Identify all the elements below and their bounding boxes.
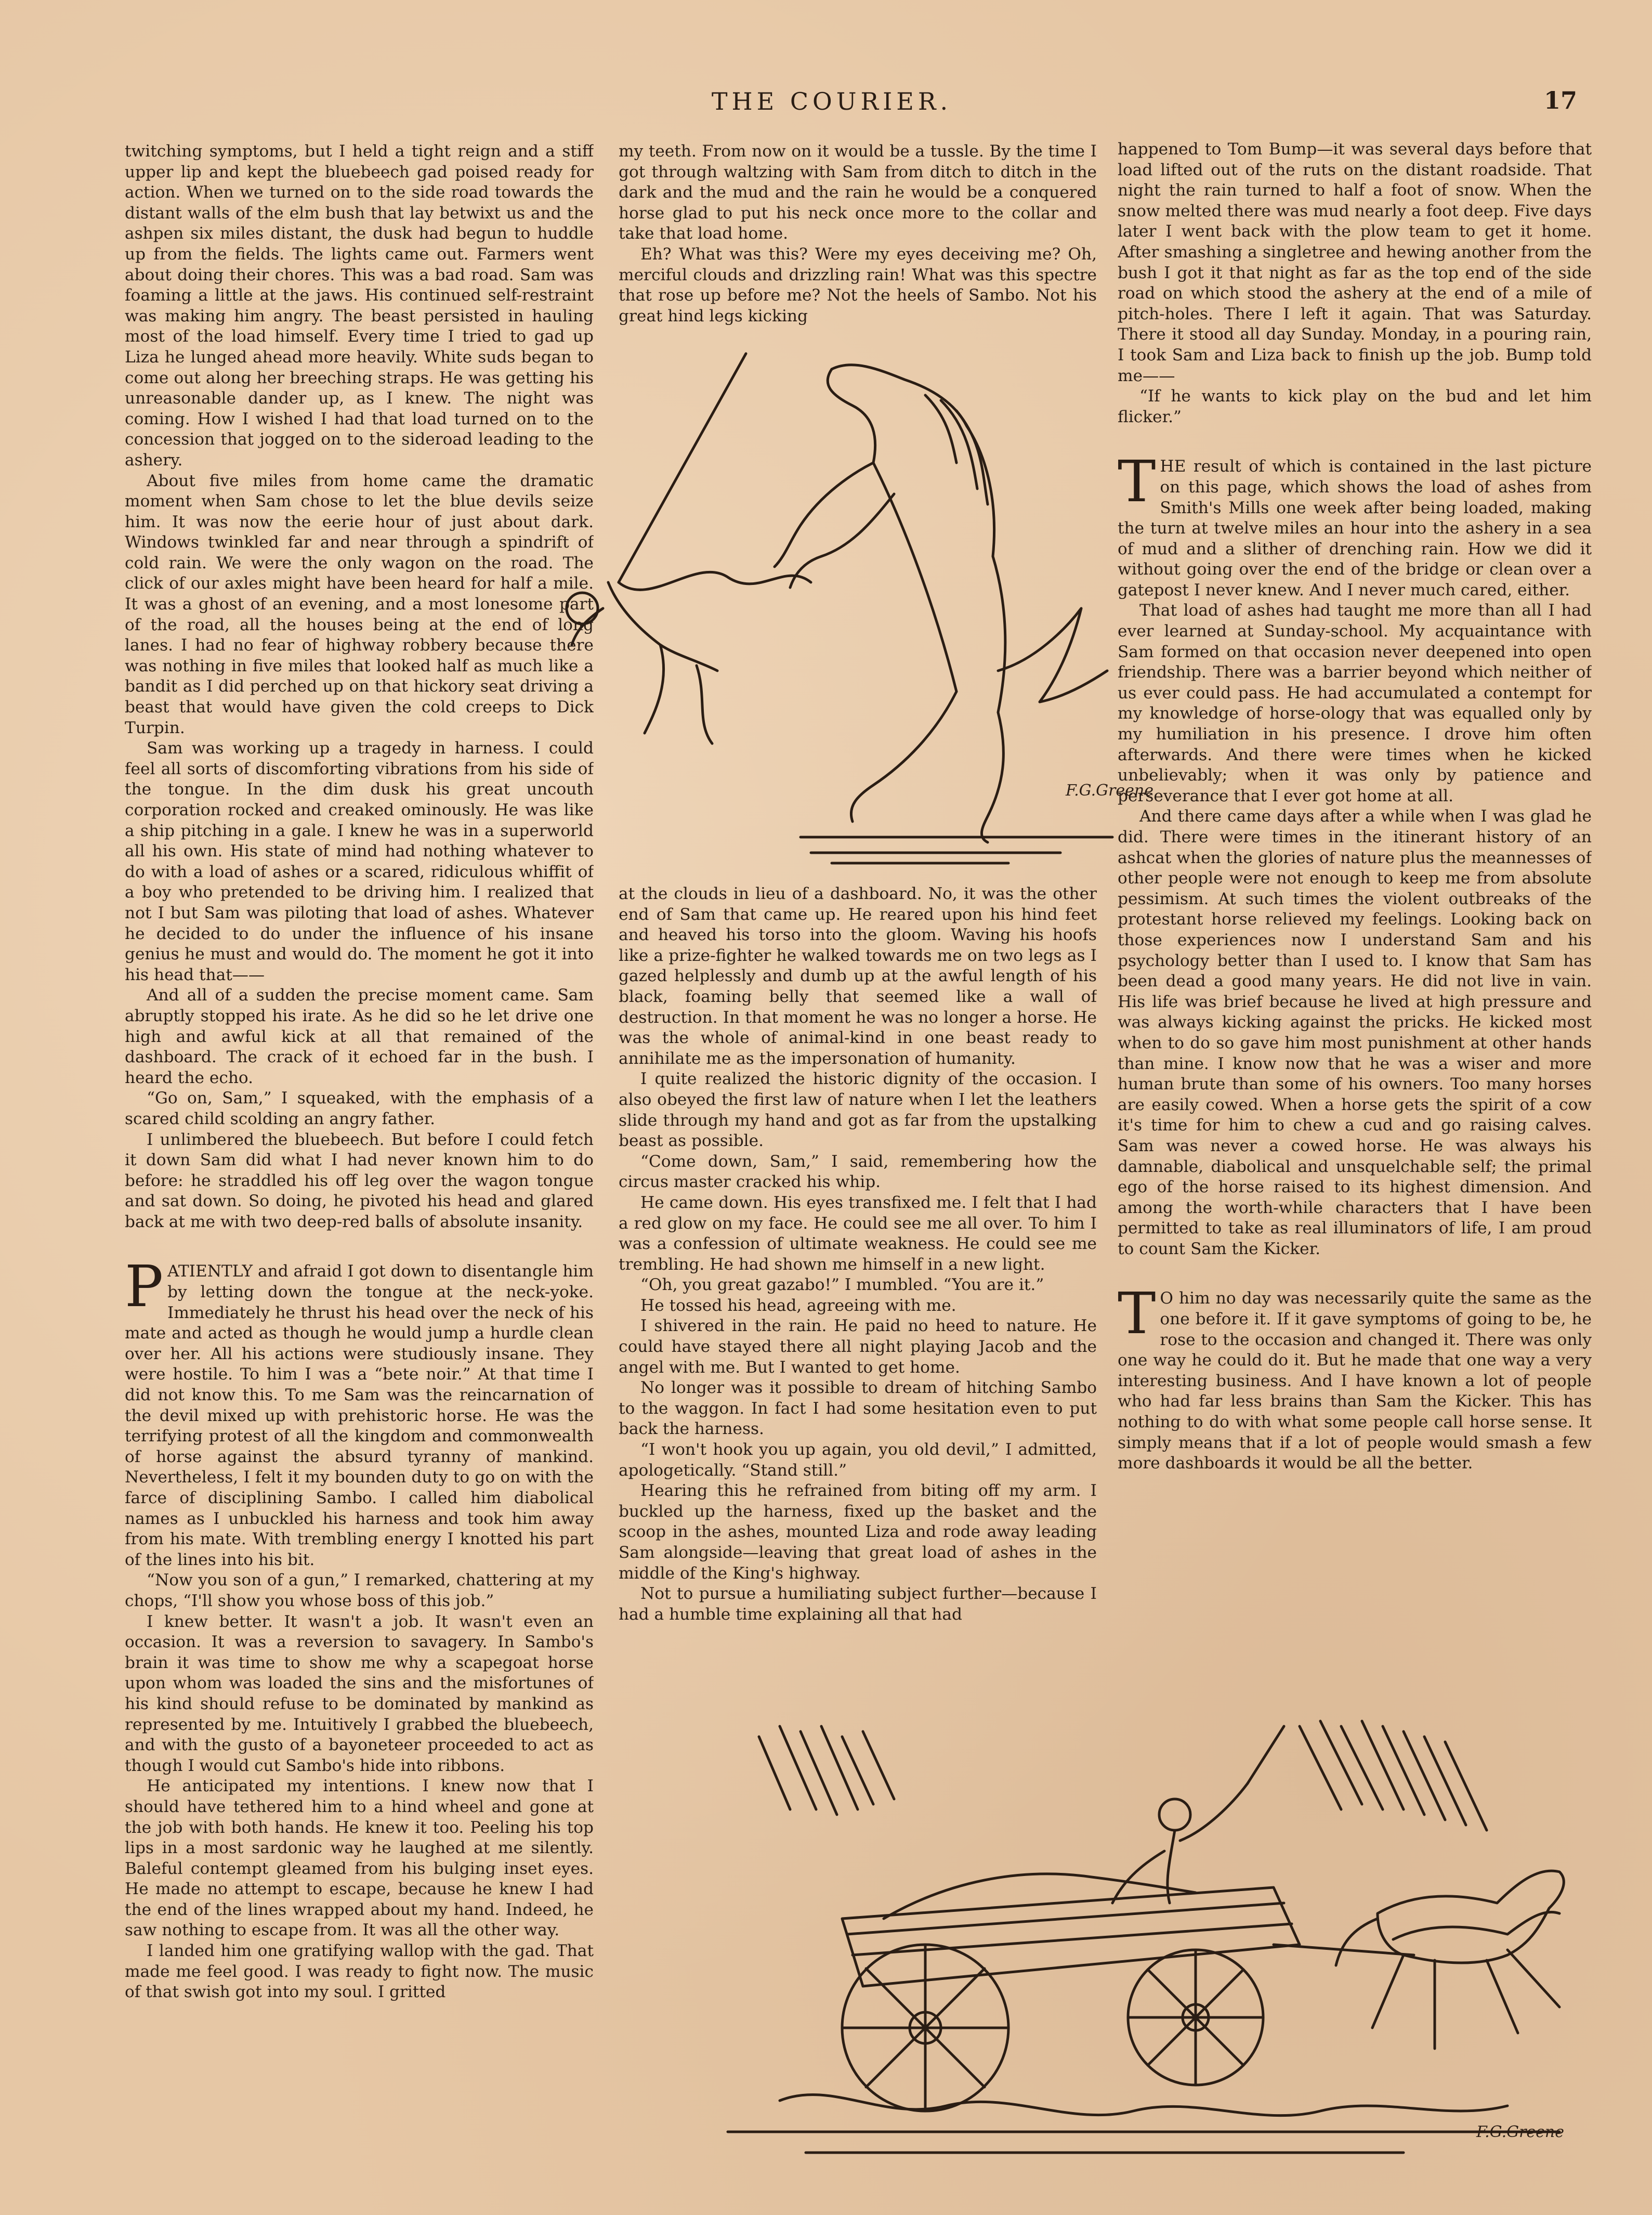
rearing-horse-drawing	[541, 338, 1201, 879]
col2-paragraph-2: Eh? What was this? Were my eyes deceiving me? Oh, merciful clouds and drizzling rain! What was this spectre that rose up before me? Not the heels of Sambo. Not his great hind legs kicking	[619, 244, 1097, 325]
col2-paragraph-13: Not to pursue a humiliating subject further—because I had a humble time explaining all that had	[619, 1584, 1097, 1624]
col1-paragraph-4: And all of a sudden the precise moment came. Sam abruptly stopped his irate. As he did so he let drive one high and awful kick at all that remained of the dashboard. The crack of it echoed far in the bush. I heard the echo.	[125, 986, 594, 1087]
col2-paragraph-1: my teeth. From now on it would be a tussle. By the time I got through waltzing with Sam from ditch to ditch in the dark and the mud and the rain he would be a conquered horse glad to put his neck once more to the collar and take that load home.	[619, 142, 1097, 243]
col2-paragraph-9: I shivered in the rain. He paid no heed to nature. He could have stayed there all night playing Jacob and the angel with me. But I wanted to get home.	[619, 1317, 1097, 1377]
col2-paragraph-7: “Oh, you great gazabo!” I mumbled. “You are it.”	[640, 1275, 1044, 1295]
col3-paragraph-2: “If he wants to kick play on the bud and let him flicker.”	[1118, 387, 1592, 426]
col2-paragraph-10: No longer was it possible to dream of hitching Sambo to the waggon. In fact I had some hesitation even to put back the harness.	[619, 1378, 1097, 1439]
col3-paragraph-3-dropcap: THE result of which is contained in the last picture on this page, which shows the load of ashes from Smith's Mills one week after being loaded, making the turn at twelve miles an hour into the ashery in a sea of mud and a slither of drenching rain. How we did it without going over the end of the bridge or clean over a gatepost I never knew. And I never much cared, either.	[1118, 448, 1592, 600]
col2-paragraph-12: Hearing this he refrained from biting off my arm. I buckled up the harness, fixed up the basket and the scoop in the ashes, mounted Liza and rode away leading Sam alongside—leaving that great load of ashes in the middle of the King's highway.	[619, 1481, 1097, 1583]
rearing-horse-signature: F.G.Greene	[1066, 781, 1153, 800]
col2-paragraph-11: “I won't hook you up again, you old devil,” I admitted, apologetically. “Stand still.”	[619, 1440, 1097, 1480]
masthead-title: THE COURIER.	[711, 87, 952, 115]
col1-paragraph-3: Sam was working up a tragedy in harness. I could feel all sorts of discomforting vibrations from his side of the tongue. In the dim dusk his great uncouth corporation rocked and creaked ominously. He was like a ship pitching in a gale. I knew he was in a superworld all his own. His state of mind had nothing whatever to do with a load of ashes or a scared, ridiculous whiffit of a boy who pretended to be driving him. I realized that not I but Sam was piloting that load of ashes. Whatever he decided to do under the influence of his insane genius he must and would do. The moment he got it into his head that——	[125, 739, 594, 984]
col3-paragraph-5: And there came days after a while when I was glad he did. There were times in the itinerant history of an ashcat when the glories of nature plus the meannesses of other people were not enough to keep me from absolute pessimism. At such times the violent outbreaks of the protestant horse relieved my feelings. Looking back on those experiences now I understand Sam and his psychology better than I used to. I know that Sam has been dead a good many years. He did not live in vain. His life was brief because he lived at high pressure and was always kicking against the pricks. He kicked most when to do so gave him most punishment at other hands than mine. I know now that he was a wiser and more human brute than some of his owners. Too many horses are easily cowed. When a horse gets the spirit of a cow it's time for him to chew a cud and go raising calves. Sam was never a cowed horse. He was always his damnable, diabolical and unsquelchable self; the primal ego of the horse raised to its highest dimension. And among the worth-while characters that I have been permitted to take as real illuminators of life, I am proud to count Sam the Kicker.	[1118, 807, 1592, 1258]
column-3	[1118, 139, 1592, 1678]
col1-paragraph-1: twitching symptoms, but I held a tight reign and a stiff upper lip and kept the bluebeech gad poised ready for action. When we turned on to the side road towards the distant walls of the elm bush that lay betwixt us and the ashpen six miles distant, the dusk had begun to huddle up from the fields. The lights came out. Farmers went about doing their chores. This was a bad road. Sam was foaming a little at the jaws. His continued self-restraint was making him angry. The beast persisted in hauling most of the load himself. Every time I tried to gad up Liza he lunged ahead more heavily. White suds began to come out along her breeching straps. He was getting his unreasonable dander up, as I knew. The night was coming. How I wished I had that load turned on to the concession that jogged on to the sideroad leading to the ashery.	[125, 142, 594, 470]
col1-paragraph-2: About five miles from home came the dramatic moment when Sam chose to let the blue devils seize him. It was now the eerie hour of just about dark. Windows twinkled far and near through a spindrift of cold rain. We were the only wagon on the road. The click of our axles might have been heard for half a mile. It was a ghost of an evening, and a most lonesome part of the road, all the houses being at the end of long lanes. I had no fear of highway robbery because there was nothing in five miles that looked half as much like a bandit as I did perched up on that hickory seat driving a beast that would have given the cold creeps to Dick Turpin.	[125, 471, 594, 737]
col2-paragraph-4: I quite realized the historic dignity of the occasion. I also obeyed the first law of nature when I let the leathers slide through my hand and got as far from the upstalking beast as possible.	[619, 1070, 1097, 1151]
page-number: 17	[1544, 86, 1578, 114]
wagon-team-signature: F.G.Greene	[1476, 2123, 1564, 2141]
col2-paragraph-8: He tossed his head, agreeing with me.	[640, 1296, 956, 1315]
col3-paragraph-6-dropcap: TO him no day was necessarily quite the same as the one before it. If it gave symptoms of going to be, he rose to the occasion and changed it. There was only one way he could do it. But he made that one way a very interesting business. And I have known a lot of people who had far less brains than Sam the Kicker. This has nothing to do with what some people call horse sense. It simply means that if a lot of people would smash a few more dashboards it would be all the better.	[1118, 1280, 1592, 1473]
col3-paragraph-1: happened to Tom Bump—it was several days before that load lifted out of the ruts on the distant roadside. That night the rain turned to half a foot of snow. When the snow melted there was mud nearly a foot deep. Five days later I went back with the plow team to get it home. After smashing a singletree and hewing another from the bush I got it that night as far as the top end of the side road on which stood the ashery at the end of a mile of pitch-holes. There I left it again. That was Saturday. There it stood all day Sunday. Monday, in a pouring rain, I took Sam and Liza back to finish up the job. Bump told me——	[1118, 140, 1592, 385]
col1-paragraph-6: I unlimbered the bluebeech. But before I could fetch it down Sam did what I had never known him to do before: he straddled his off leg over the wagon tongue and sat down. So doing, he pivoted his head and glared back at me with two deep-red balls of absolute insanity.	[125, 1130, 594, 1231]
col1-paragraph-8: “Now you son of a gun,” I remarked, chattering at my chops, “I'll show you whose boss of this job.”	[125, 1571, 594, 1610]
col2-paragraph-5: “Come down, Sam,” I said, remembering how the circus master cracked his whip.	[619, 1152, 1097, 1192]
wagon-team-illustration	[624, 1695, 1627, 2205]
rearing-horse-illustration	[541, 338, 1201, 879]
col1-paragraph-10: He anticipated my intentions. I knew now that I should have tethered him to a hind wheel and gone at the job with both hands. He knew it too. Peeling his top lips in a most sardonic way he laughed at me silently. Baleful contempt gleamed from his bulging inset eyes. He made no attempt to escape, because he knew I had the end of the lines wrapped about my hand. Indeed, he saw nothing to escape from. It was all the other way.	[125, 1777, 594, 1940]
col1-paragraph-5: “Go on, Sam,” I squeaked, with the emphasis of a scared child scolding an angry father.	[125, 1089, 594, 1128]
col1-paragraph-7-dropcap: PATIENTLY and afraid I got down to disentangle him by letting down the tongue at the neck-yoke. Immediately he thrust his head over the neck of his mate and acted as though he would jump a hurdle clean over her. All his actions were studiously insane. They were hostile. To him I was a “bete noir.” At that time I did not know this. To me Sam was the reincarnation of the devil mixed up with prehistoric horse. He was the terrifying protest of all the kingdom and commonwealth of horse against the absurd tyranny of mankind. Nevertheless, I felt it my bounden duty to go on with the farce of disciplining Sambo. I called him diabolical names as I unbuckled his harness and took him away from his mate. With trembling energy I knotted his part of the lines into his bit.	[125, 1253, 594, 1569]
col1-paragraph-9: I knew better. It wasn't a job. It wasn't even an occasion. It was a reversion to savagery. In Sambo's brain it was time to show me why a scapegoat horse upon whom was loaded the sins and the misfortunes of his kind should refuse to be dominated by mankind as represented by me. Intuitively I grabbed the bluebeech, and with the gusto of a bayoneteer proceeded to act as though I would cut Sambo's hide into ribbons.	[125, 1612, 594, 1775]
col1-paragraph-11: I landed him one gratifying wallop with the gad. That made me feel good. I was ready to fight now. The music of that swish got into my soul. I gritted	[125, 1942, 594, 2002]
col2-paragraph-6: He came down. His eyes transfixed me. I felt that I had a red glow on my face. He could see me all over. To him I was a confession of ultimate weakness. He could see me trembling. He had shown me himself in a new light.	[619, 1193, 1097, 1274]
column-2-top	[619, 141, 1097, 329]
wagon-team-drawing	[624, 1695, 1627, 2205]
column-2-bottom	[619, 884, 1097, 1685]
column-1	[125, 141, 594, 2180]
col2-paragraph-3: at the clouds in lieu of a dashboard. No, it was the other end of Sam that came up. He reared upon his hind feet and heaved his torso into the gloom. Waving his hoofs like a prize-fighter he walked towards me on two legs as I gazed helplessly and dumb up at the awful length of his black, foaming belly that seemed like a wall of destruction. In that moment he was no longer a horse. He was the whole of animal-kind in one beast ready to annihilate me as the impersonation of humanity.	[619, 884, 1097, 1068]
col3-paragraph-4: That load of ashes had taught me more than all I had ever learned at Sunday-school. My acquaintance with Sam formed on that occasion never deepened into open friendship. There was a barrier beyond which neither of us ever could pass. He had accumulated a contempt for my knowledge of horse-ology that was equalled only by my humiliation in his presence. I drove him often afterwards. And there were times when he kicked unbelievably; when it was only by patience and perseverance that I ever got home at all.	[1118, 601, 1592, 805]
